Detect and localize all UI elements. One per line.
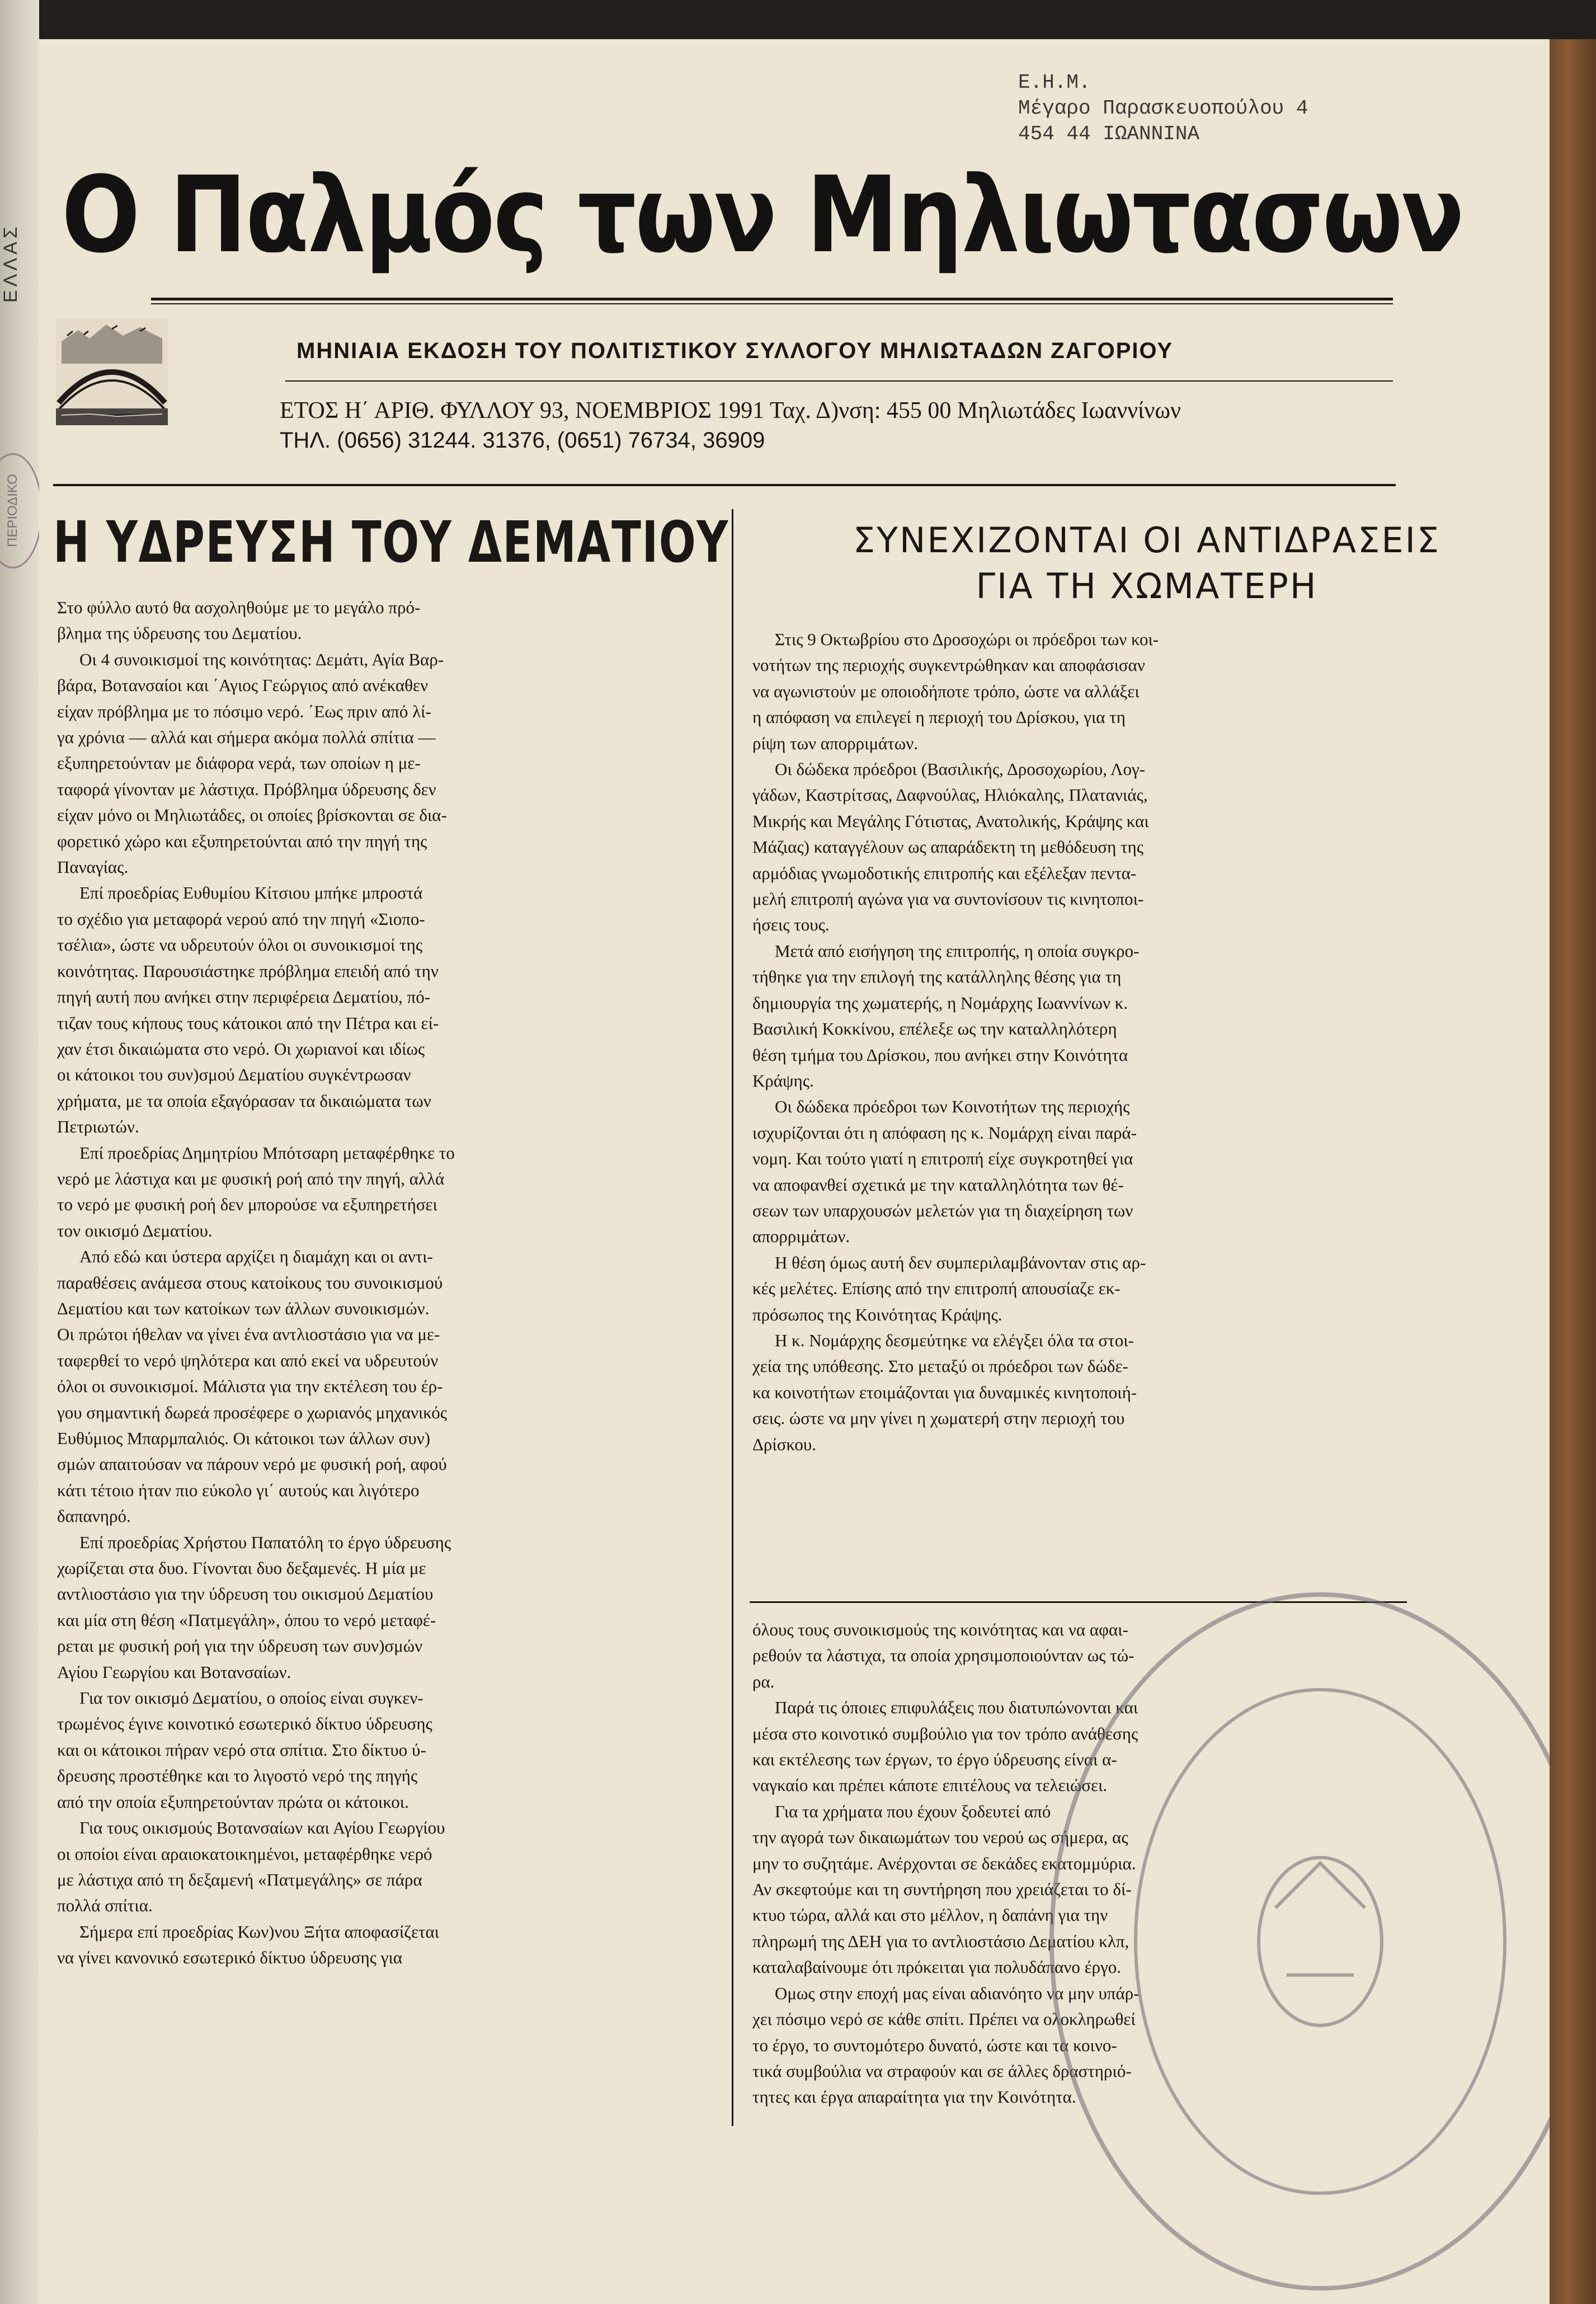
- paragraph: Οι δώδεκα πρόεδροι των Κοινοτήτων της περιοχής ισχυρίζονται ότι η απόφαση ης κ. Νομάρχη είναι παρά- νομη. Και τούτο γιατί η επιτροπή είχε συγκροτηθεί για να αποφανθεί σχετικά με την καταλληλότητα των θέ- σεων των υπαρχουσών μελετών για τη διαχείρηση των απορριμάτων.: [752, 1097, 1137, 1247]
- address-line: Ε.Η.Μ.: [1018, 71, 1091, 94]
- paragraph: Για τους οικισμούς Βοτανσαίων και Αγίου Γεωργίου οι οποίοι είναι αραιοκατοικημένοι, μεταφέρθηκε νερό με λάστιχα από τη δεξαμενή «Πατμεγάλης» σε πάρα πολλά σπίτια.: [57, 1818, 445, 1916]
- left-article-body: [57, 595, 717, 1971]
- headline-line: ΓΙΑ ΤΗ ΧΩΜΑΤΕΡΗ: [976, 566, 1318, 606]
- paragraph: Για τα χρήματα που έχουν ξοδευτεί από την αγορά των δικαιωμάτων του νερού ως σήμερα, ας μην το συζητάμε. Ανέρχονται σε δεκάδες εκατομμύρια. Αν σκεφτούμε και τη συντήρηση που χρειάζεται το δί- κτυο τώρα, αλλά και στο μέλλον, η δαπάνη για την πληρωμή της ΔΕΗ για το αντλιοστάσιο Δεματίου κλπ, καταλαβαίνουμε ότι πρόκειται για πολυδάπανο έργο.: [752, 1801, 1136, 1977]
- newspaper-page: [39, 39, 1550, 2304]
- address-line: Μέγαρο Παρασκευοπούλου 4: [1018, 97, 1308, 120]
- paragraph: Η θέση όμως αυτή δεν συμπεριλαμβάνονταν στις αρ- κές μελέτες. Επίσης από την επιτροπή απουσίαζε εκ- πρόσωπος της Κοινότητας Κράψης.: [752, 1252, 1146, 1324]
- side-stamp: ΠΕΡΙΟΔΙΚΟ: [0, 453, 43, 568]
- left-article-headline: Η ΥΔΡΕΥΣΗ ΤΟΥ ΔΕΜΑΤΙΟΥ: [53, 509, 729, 576]
- paragraph: Στις 9 Οκτωβρίου στο Δροσοχώρι οι πρόεδροι των κοι- νοτήτων της περιοχής συγκεντρώθηκαν και αποφάσισαν να αγωνιστούν με οποιοδήποτε τρόπο, ώστε να αλλάξει η απόφαση να επιλεγεί η περιοχή του Δρίσκου, για τη ρίψη των απορριμάτων.: [752, 629, 1159, 753]
- paragraph: Η κ. Νομάρχης δεσμεύτηκε να ελέγξει όλα τα στοι- χεία της υπόθεσης. Στο μεταξύ οι πρόεδροι των δώδε- κα κοινοτήτων ετοιμάζονται για δυναμικές κινητοποιή- σεις. ώστε να μην γίνει η χωματερή στην περιοχή του Δρίσκου.: [752, 1330, 1137, 1454]
- paragraph: Στο φύλλο αυτό θα ασχοληθούμε με το μεγάλο πρό- βλημα της ύδρευσης του Δεματίου.: [57, 598, 421, 643]
- masthead-rule: [151, 298, 1393, 300]
- paragraph: Επί προεδρίας Ευθυμίου Κίτσιου μπήκε μπροστά το σχέδιο για μεταφορά νερού από την πηγή «Σιοπο- τσέλια», ώστε να υδρευτούν όλοι οι συνοικισμοί της κοινότητας. Παρουσιάστηκε πρόβλημα επειδή από την πηγή αυτή που ανήκει στην περιφέρεια Δεματίου, πό- τιζαν τους κήπους τους κάτοικοι από την Πέτρα και εί- χαν έτσι δικαιώματα στο νερό. Οι χωριανοί και ιδίως οι κάτοικοι του συν)σμού Δεματίου συγκέντρωσαν χρήματα, με τα οποία εξαγόρασαν τα δικαιώματα των Πετριωτών.: [57, 883, 439, 1137]
- right-article-body: [752, 627, 1404, 1457]
- bridge-icon: [56, 319, 168, 425]
- column-divider: [732, 509, 733, 2126]
- svg-text:~: ~: [110, 419, 114, 425]
- issue-info: ΕΤΟΣ Η΄ ΑΡΙΘ. ΦΥΛΛΟΥ 93, ΝΟΕΜΒΡΙΟΣ 1991 Ταχ. Δ)νση: 455 00 Μηλιωτάδες Ιωαννίνων: [280, 398, 1181, 424]
- paragraph: Ομως στην εποχή μας είναι αδιανόητο να μην υπάρ- χει πόσιμο νερό σε κάθε σπίτι. Πρέπει να ολοκληρωθεί το έργο, το συντομότερο δυνατό, ώστε και τα κοινο- τικά συμβούλια να στραφούν και σε άλλες δραστηριό- τητες και έργα απαραίτητα για την Κοινότητα.: [752, 1983, 1140, 2107]
- masthead-subtitle: ΜΗΝΙΑΙΑ ΕΚΔΟΣΗ ΤΟΥ ΠΟΛΙΤΙΣΤΙΚΟΥ ΣΥΛΛΟΓΟΥ ΜΗΛΙΩΤΑΔΩΝ ΖΑΓΟΡΙΟΥ: [296, 338, 1174, 363]
- library-stamp: [1007, 1550, 1550, 2304]
- subtitle-rule: [285, 380, 1393, 382]
- paragraph: Επί προεδρίας Δημητρίου Μπότσαρη μεταφέρθηκε το νερό με λάστιχα και με φυσική ροή από την πηγή, αλλά το νερό με φυσική ροή δεν μπορούσε να εξυπηρετήσει τον οικισμό Δεματίου.: [57, 1142, 455, 1240]
- paragraph: Παρά τις όποιες επιφυλάξεις που διατυπώνονται και μέσα στο κοινοτικό συμβούλιο για τον τρόπο ανάθεσης και εκτέλεσης των έργων, το έργο ύδρευσης είναι α- ναγκαίο και πρέπει κάποτε επιτέλους να τελειώσει.: [752, 1698, 1138, 1795]
- book-spine: [1550, 39, 1596, 2304]
- paragraph: Επί προεδρίας Χρήστου Παπατόλη το έργο ύδρευσης χωρίζεται στα δυο. Γίνονται δυο δεξαμενές. Η μία με αντλιοστάσιο για την ύδρευση του οικισμού Δεματίου και μία στη θέση «Πατμεγάλη», όπου το νερό μεταφέ- ρεται με φυσική ροή για την ύδρευση των συν)σμών Αγίου Γεωργίου και Βοτανσαίων.: [57, 1532, 451, 1682]
- header-bottom-rule: [53, 484, 1396, 486]
- side-label: ΕΛΛΑΣ: [0, 223, 21, 303]
- phone-info: ΤΗΛ. (0656) 31244. 31376, (0651) 76734, 36909: [280, 428, 765, 453]
- binding-edge: [0, 0, 39, 2304]
- paragraph: Από εδώ και ύστερα αρχίζει η διαμάχη και οι αντι- παραθέσεις ανάμεσα στους κατοίκους του συνοικισμού Δεματίου και των κατοίκων των άλλων συνοικισμών. Οι πρώτοι ήθελαν να γίνει ένα αντλιοστάσιο για να με- ταφερθεί το νερό ψηλότερα και από εκεί να υδρευτούν όλοι οι συνοικισμοί. Μάλιστα για την εκτέλεση του έρ- γου σημαντική δωρεά προσέφερε ο χωριανός μηχανικός Ευθύμιος Μπαρμπαλιός. Οι κάτοικοι των άλλων συν) σμών απαιτούσαν να πάρουν νερό με φυσική ροή, αφού κάτι τέτοιο ήταν πιο εύκολο γι΄ αυτούς και λιγότερο δαπανηρό.: [57, 1247, 448, 1526]
- paragraph: όλους τους συνοικισμούς της κοινότητας και να αφαι- ρεθούν τα λάστιχα, τα οποία χρησιμοποιούνταν ως τώ- ρα.: [752, 1620, 1134, 1691]
- paragraph: Σήμερα επί προεδρίας Κων)νου Ξήτα αποφασίζεται να γίνει κανονικό εσωτερικό δίκτυο ύδρευσης για: [57, 1921, 440, 1968]
- address-line: 454 44 ΙΩΑΝΝΙΝΑ: [1018, 123, 1200, 145]
- masthead-rule: [151, 303, 1393, 304]
- right-article-headline: [761, 518, 1533, 609]
- scan-background-top: [0, 0, 1596, 39]
- paragraph: Οι 4 συνοικισμοί της κοινότητας: Δεμάτι, Αγία Βαρ- βάρα, Βοτανσαίοι και ΄Αγιος Γεώργιος από ανέκαθεν είχαν πρόβλημα με το πόσιμο νερό. ΄Εως πριν από λί- γα χρόνια — αλλά και σήμερα ακόμα πολλά σπίτια — εξυπηρετούνταν με διάφορα νερά, των οποίων η με- ταφορά γίνονταν με λάστιχα. Πρόβλημα ύδρευσης δεν είχαν μόνο οι Μηλιωτάδες, οι οποίες βρίσκονται σε δια- φορετικό χώρο και εξυπηρετούνται από την πηγή της Παναγίας.: [57, 649, 447, 877]
- paragraph: Για τον οικισμό Δεματίου, ο οποίος είναι συγκεν- τρωμένος έγινε κοινοτικό εσωτερικό δίκτυο ύδρευσης και οι κάτοικοι πήραν νερό στα σπίτια. Στο δίκτυο ύ- δρευσης προστέθηκε και το λιγοστό νερό της πηγής από την οποία εξυπηρετούνταν πρώτα οι κάτοικοι.: [57, 1688, 432, 1812]
- headline-line: ΣΥΝΕΧΙΖΟΝΤΑΙ ΟΙ ΑΝΤΙΔΡΑΣΕΙΣ: [853, 520, 1441, 561]
- paragraph: Οι δώδεκα πρόεδροι (Βασιλικής, Δροσοχωρίου, Λογ- γάδων, Καστρίτσας, Δαφνούλας, Ηλιόκαλης, Πλατανιάς, Μικρής και Μεγάλης Γότιστας, Ανατολικής, Κράψης και Μάζιας) καταγγέλουν ως απαράδεκτη τη μεθόδευση της αρμόδιας γνωμοδοτικής επιτροπής και εξέλεξαν πεντα- μελή επιτροπή αγώνα για να συντονίσουν τις κινητοποι- ήσεις τους.: [752, 759, 1149, 935]
- paragraph: Μετά από εισήγηση της επιτροπής, η οποία συγκρο- τήθηκε για την επιλογή της κατάλληλης θέσης για τη δημιουργία της χωματερής, η Νομάρχης Ιωαννίνων κ. Βασιλική Κοκκίνου, επέλεξε ως την καταλληλότερη θέση τμήμα του Δρίσκου, που ανήκει στην Κοινότητα Κράψης.: [752, 941, 1140, 1090]
- address-block: [1018, 70, 1522, 147]
- masthead-title: Ο Παλμός των Μηλιωτασων: [62, 154, 1463, 276]
